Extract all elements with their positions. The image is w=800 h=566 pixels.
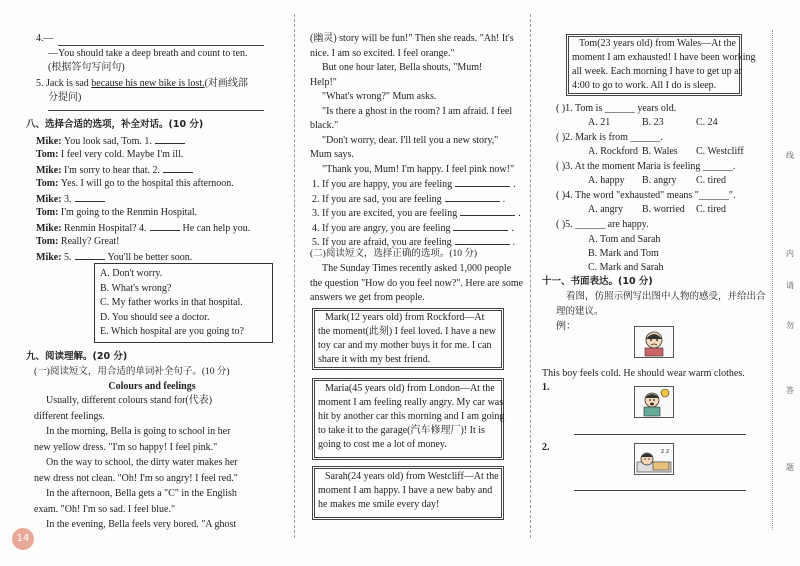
answer-blank[interactable] <box>75 192 105 202</box>
mc-option: B. Mark and Tom <box>588 248 659 259</box>
passage-line: nice. I am so excited. I feel orange." <box>310 47 455 59</box>
dialogue-line <box>36 192 108 206</box>
mc-question: ( )2. Mark is from ______. <box>556 132 663 143</box>
box-line: to take it to the garage(汽车修理厂)! It is <box>318 425 485 436</box>
passage-title: Colours and feelings <box>108 381 196 392</box>
passage-line: "Is there a ghost in the room? I am afraid. I feel <box>322 105 513 117</box>
passage-line: black." <box>310 120 339 131</box>
dialogue-line <box>36 207 197 219</box>
answer-blank[interactable] <box>75 250 105 260</box>
mc-option: C. Westcliff <box>696 146 744 157</box>
mc-option: C. tired <box>696 204 726 215</box>
answer-blank[interactable] <box>455 235 510 245</box>
answer-blank[interactable] <box>445 192 500 202</box>
question-text: 4. If you are angry, you are feeling <box>312 222 451 234</box>
passage-line: But one hour later, Bella shouts, "Mum! <box>322 62 483 73</box>
dialogue-line <box>36 163 196 177</box>
mc-question: ( )5. ______ are happy. <box>556 219 649 230</box>
dialogue-text: 5. <box>64 252 72 263</box>
passage-line: Help!" <box>310 76 337 88</box>
example-answer: This boy feels cold. He should wear warm clothes. <box>542 368 745 379</box>
passage-line: (幽灵) story will be fun!" Then she reads. "Ah! It's <box>310 33 514 44</box>
mark-box <box>312 308 504 370</box>
mc-option: A. happy <box>588 175 625 186</box>
period: . <box>511 222 514 234</box>
speaker: Mike: <box>36 252 65 263</box>
period: . <box>512 237 516 248</box>
dialogue-text: You look sad, Tom. 1. <box>64 136 152 147</box>
question-text: 1. If you are happy, you are feeling <box>312 179 453 190</box>
margin-char: 内 <box>786 249 794 258</box>
passage-line: different feelings. <box>34 410 105 422</box>
box-line: share it with my best friend. <box>318 354 431 365</box>
mc-option: A. 21 <box>588 117 611 128</box>
box-line: hit by another car this morning and I am going <box>318 411 505 422</box>
dialogue-line <box>36 134 188 148</box>
mc-options <box>588 146 750 158</box>
mc-option: B. angry <box>642 175 677 186</box>
box-line: Sarah(24 years old) from Westcliff—At the <box>325 471 499 482</box>
q5-line: 5. Jack is sad because his new bike is lost.(对画线部 <box>36 78 248 89</box>
hot-boy-picture <box>634 386 674 418</box>
option-item: B. What's wrong? <box>100 282 172 294</box>
mc-option: A. Tom and Sarah <box>588 234 661 245</box>
mc-option: C. Mark and Sarah <box>588 262 664 273</box>
intro-line: the question "How do you feel now?". Here are some <box>310 277 524 289</box>
speaker: Tom: <box>36 235 61 247</box>
tom-box <box>566 34 756 96</box>
dialogue-line <box>36 178 234 190</box>
dialogue-text: He can help you. <box>182 223 251 234</box>
answer-line-1[interactable] <box>574 434 746 435</box>
answer-blank[interactable] <box>455 177 510 187</box>
passage-line: In the evening, Bella feels very bored. "A ghost <box>46 519 237 530</box>
tired-boy-picture <box>634 443 674 475</box>
passage-line: "Thank you, Mum! I'm happy. I feel pink now!" <box>322 163 515 175</box>
answer-blank[interactable] <box>150 221 180 231</box>
margin-char: 题 <box>786 463 794 472</box>
part-1-title: (一)阅读短文，用合适的单词补全句子。(10 分) <box>34 367 230 377</box>
item-1-label: 1. <box>542 382 550 393</box>
option-item: A. Don't worry. <box>100 268 163 279</box>
intro-line: The Sunday Times recently asked 1,000 people <box>322 263 512 274</box>
section-11-title: 十一、书面表达。(10 分) <box>542 276 653 287</box>
margin-char: 线 <box>786 151 794 160</box>
passage-line: new yellow dress. "I'm so happy! I feel pink." <box>34 441 218 453</box>
answer-line[interactable] <box>48 110 264 111</box>
passage-line: In the afternoon, Bella gets a "C" in the English <box>46 488 237 499</box>
answer-blank[interactable] <box>453 221 508 231</box>
option-item: D. You should see a doctor. <box>100 311 210 323</box>
period: . <box>513 179 516 190</box>
dialogue-text: I'm sorry to hear that. 2. <box>64 165 160 176</box>
sarah-box <box>312 466 504 520</box>
binding-line <box>772 30 773 530</box>
option-item: C. My father works in that hospital. <box>100 297 243 308</box>
section-9-title: 九、阅读理解。(20 分) <box>26 351 128 362</box>
answer-blank[interactable] <box>163 163 193 173</box>
margin-char: 勿 <box>786 321 794 330</box>
dialogue-text: I'm going to the Renmin Hospital. <box>60 206 198 218</box>
speaker: Tom: <box>36 206 61 218</box>
q4-line: 4.— <box>36 33 54 44</box>
passage-line: new dress not clean. "Oh! I'm so angry! I feel red." <box>34 472 238 484</box>
period: . <box>502 193 506 205</box>
passage-line: "What's wrong?" Mum asks. <box>322 91 437 102</box>
dialogue-text: I feel very cold. Maybe I'm ill. <box>60 148 184 160</box>
intro-line: answers we get from people. <box>310 292 425 303</box>
option-item: E. Which hospital are you going to? <box>100 326 244 337</box>
dialogue-line <box>36 250 192 264</box>
fill-question <box>312 221 514 235</box>
answer-blank[interactable] <box>155 134 185 144</box>
passage-line: exam. "Oh! I'm so sad. I feel blue." <box>34 503 176 515</box>
example-label: 例： <box>556 321 576 332</box>
maria-box <box>312 378 504 460</box>
speaker: Tom: <box>36 177 61 189</box>
mc-option: A. angry <box>588 204 623 215</box>
section-8-title: 八、选择合适的选项，补全对话。(10 分) <box>26 119 204 130</box>
box-line: moment I am exhausted! I have been working <box>572 52 756 63</box>
fill-question <box>312 177 516 191</box>
box-line: moment I am happy. I have a new baby and <box>318 485 493 496</box>
box-line: going to cost me a lot of money. <box>318 439 447 450</box>
passage-line: Usually, different colours stand for(代表) <box>46 395 213 406</box>
dialogue-line <box>36 236 120 248</box>
question-text: 3. If you are excited, you are feeling <box>312 208 458 219</box>
dialogue-text: You'll be better soon. <box>107 252 193 263</box>
dialogue-line <box>36 149 183 161</box>
passage-line: Mum says. <box>310 149 354 160</box>
margin-char: 答 <box>786 386 794 395</box>
box-line: toy car and my mother buys it for me. I can <box>318 340 492 351</box>
mc-options <box>588 204 750 216</box>
options-box <box>94 263 273 343</box>
passage-line: In the morning, Bella is going to school in her <box>46 426 231 437</box>
column-divider <box>294 14 295 538</box>
fill-question <box>312 192 505 206</box>
section-11-instruction-2: 理的建议。 <box>556 307 604 317</box>
mc-options <box>588 233 668 275</box>
passage-line: On the way to school, the dirty water makes her <box>46 457 238 468</box>
mc-option: B. worried <box>642 204 685 215</box>
dialogue-text: Renmin Hospital? 4. <box>64 223 147 234</box>
box-line: 4:00 to go to work. All I do is sleep. <box>572 80 717 91</box>
margin-char: 请 <box>786 281 794 290</box>
fill-question <box>312 235 515 249</box>
svg-text:z z: z z <box>661 448 670 455</box>
page-number-badge: 14 <box>12 528 34 550</box>
question-text: 5. If you are afraid, you are feeling <box>312 237 452 248</box>
box-line: the moment(此刻) I feel loved. I have a new <box>318 326 496 337</box>
box-line: Mark(12 years old) from Rockford—At <box>325 312 485 323</box>
mc-options <box>588 175 750 187</box>
q4-answer: —You should take a deep breath and count to ten. <box>48 48 248 59</box>
fill-question <box>312 206 521 220</box>
mc-option: B. Wales <box>642 146 678 157</box>
cold-boy-picture <box>634 326 674 358</box>
box-line: Maria(45 years old) from London—At the <box>325 383 495 394</box>
box-line: he makes me smile every day! <box>318 499 440 510</box>
speaker: Mike: <box>36 136 65 147</box>
mc-option: C. 24 <box>696 117 718 128</box>
box-line: moment I am feeling really angry. My car was <box>318 397 504 408</box>
mc-option: B. 23 <box>642 117 664 128</box>
answer-line[interactable] <box>58 45 264 46</box>
mc-options <box>588 117 750 129</box>
dialogue-text: Yes. I will go to the hospital this afternoon. <box>60 177 234 189</box>
answer-blank[interactable] <box>460 206 515 216</box>
part-2-title: (二)阅读短文，选择正确的选项。(10 分) <box>310 249 478 259</box>
passage-line: "Don't worry, dear. I'll tell you a new story," <box>322 134 499 146</box>
dialogue-text: Really? Great! <box>60 235 120 247</box>
speaker: Tom: <box>36 148 61 160</box>
box-line: all week. Each morning I have to get up at <box>572 66 742 77</box>
mc-question: ( )1. Tom is ______ years old. <box>556 103 677 114</box>
mc-question: ( )3. At the moment Maria is feeling ______. <box>556 161 736 172</box>
q4-instruction: (根据答句写问句) <box>48 62 125 73</box>
speaker: Mike: <box>36 165 65 176</box>
dialogue-text: 3. <box>64 194 72 205</box>
item-2-label: 2. <box>542 442 550 453</box>
question-text: 2. If you are sad, you are feeling <box>312 193 442 205</box>
box-line: Tom(23 years old) from Wales—At the <box>579 38 736 49</box>
speaker: Mike: <box>36 223 65 234</box>
column-divider <box>530 14 531 538</box>
dialogue-line <box>36 221 250 235</box>
period: . <box>518 208 521 219</box>
mc-option: C. tired <box>696 175 726 186</box>
q5-instruction: 分提问) <box>48 92 82 103</box>
section-11-instruction: 看图，仿照示例写出图中人物的感受，并给出合 <box>566 292 766 302</box>
answer-line-2[interactable] <box>574 490 746 491</box>
speaker: Mike: <box>36 194 65 205</box>
mc-option: A. Rockford <box>588 146 638 157</box>
mc-question: ( )4. The word "exhausted" means "______". <box>556 190 736 201</box>
